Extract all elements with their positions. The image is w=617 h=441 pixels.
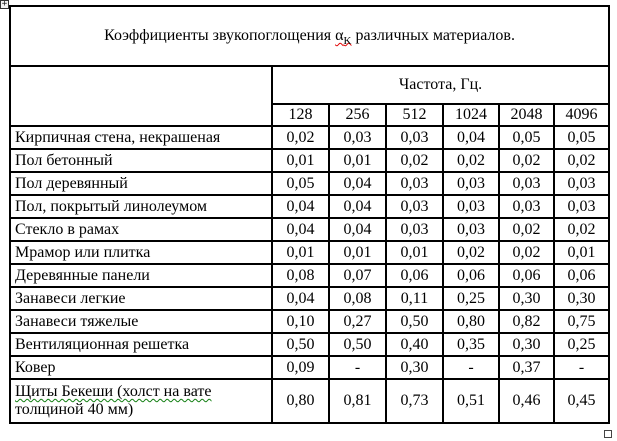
alpha-subscript: K xyxy=(343,35,352,48)
coefficient-cell: 0,30 xyxy=(499,287,554,310)
table-row xyxy=(10,195,609,218)
material-label: Деревянные панели xyxy=(10,264,272,287)
coefficient-cell: 0,04 xyxy=(272,218,329,241)
material-label: Стекло в рамах xyxy=(10,218,272,241)
coefficient-cell: 0,03 xyxy=(386,172,443,195)
coefficient-cell: 0,06 xyxy=(443,264,499,287)
table-row xyxy=(10,264,609,287)
coefficient-cell: 0,02 xyxy=(499,241,554,264)
coefficient-cell: 0,04 xyxy=(329,172,386,195)
coefficient-cell: 0,03 xyxy=(386,195,443,218)
coefficient-cell: 0,81 xyxy=(329,379,386,423)
coefficient-cell: 0,02 xyxy=(499,149,554,172)
coefficient-cell: 0,02 xyxy=(386,149,443,172)
table-row xyxy=(10,172,609,195)
coefficient-cell: 0,46 xyxy=(499,379,554,423)
coefficient-cell: 0,03 xyxy=(499,172,554,195)
material-label: Занавеси тяжелые xyxy=(10,310,272,333)
move-icon: + xyxy=(1,0,8,9)
coefficient-cell: 0,07 xyxy=(329,264,386,287)
coefficient-cell: 0,03 xyxy=(443,195,499,218)
coefficient-cell: 0,80 xyxy=(443,310,499,333)
coefficient-cell: 0,02 xyxy=(443,241,499,264)
material-label xyxy=(10,379,272,423)
coefficient-cell: 0,75 xyxy=(554,310,609,333)
coefficient-cell: 0,37 xyxy=(499,356,554,379)
coefficient-cell: 0,25 xyxy=(443,287,499,310)
frequency-col-header: 256 xyxy=(329,104,386,126)
coefficient-cell: 0,51 xyxy=(443,379,499,423)
material-label: Ковер xyxy=(10,356,272,379)
coefficient-cell: 0,02 xyxy=(554,149,609,172)
table-row xyxy=(10,287,609,310)
material-label: Мрамор или плитка xyxy=(10,241,272,264)
coefficient-cell: 0,05 xyxy=(272,172,329,195)
coefficient-cell: 0,04 xyxy=(329,218,386,241)
frequency-col-header: 512 xyxy=(386,104,443,126)
coefficient-cell: 0,02 xyxy=(499,218,554,241)
coefficient-cell: 0,50 xyxy=(329,333,386,356)
frequency-header-label: Частота, Гц. xyxy=(272,66,609,104)
material-label: Кирпичная стена, некрашеная xyxy=(10,126,272,149)
alpha-glyph: α xyxy=(335,27,344,44)
coefficient-cell: 0,05 xyxy=(499,126,554,149)
coefficient-cell: - xyxy=(443,356,499,379)
frequency-col-header: 2048 xyxy=(499,104,554,126)
coefficient-cell: 0,01 xyxy=(272,241,329,264)
coefficient-cell: 0,02 xyxy=(554,218,609,241)
material-label: Пол деревянный xyxy=(10,172,272,195)
material-column-header xyxy=(10,66,272,126)
coefficient-cell: 0,73 xyxy=(386,379,443,423)
coefficient-cell: 0,80 xyxy=(272,379,329,423)
table-row xyxy=(10,333,609,356)
table-row xyxy=(10,126,609,149)
table-row xyxy=(10,241,609,264)
coefficient-cell: 0,01 xyxy=(329,149,386,172)
coefficient-cell: - xyxy=(554,356,609,379)
coefficient-cell: 0,03 xyxy=(329,126,386,149)
coefficient-cell: 0,08 xyxy=(329,287,386,310)
absorption-coefficients-table xyxy=(9,5,610,424)
coefficient-cell: 0,05 xyxy=(554,126,609,149)
table-row xyxy=(10,149,609,172)
frequency-header-row xyxy=(10,66,609,104)
material-label-line: Щиты Бекеши (холст на вате xyxy=(15,383,212,400)
coefficient-cell: 0,03 xyxy=(443,218,499,241)
table-row xyxy=(10,310,609,333)
coefficient-cell: 0,03 xyxy=(554,172,609,195)
coefficient-cell: 0,09 xyxy=(272,356,329,379)
coefficient-cell: 0,06 xyxy=(499,264,554,287)
coefficient-cell: 0,06 xyxy=(554,264,609,287)
coefficient-cell: 0,01 xyxy=(329,241,386,264)
coefficient-cell: 0,02 xyxy=(443,149,499,172)
coefficient-cell: 0,27 xyxy=(329,310,386,333)
frequency-col-header: 1024 xyxy=(443,104,499,126)
coefficient-cell: 0,30 xyxy=(386,356,443,379)
coefficient-cell: 0,04 xyxy=(443,126,499,149)
coefficient-cell: 0,30 xyxy=(554,287,609,310)
coefficient-cell: 0,01 xyxy=(554,241,609,264)
coefficient-cell: 0,25 xyxy=(554,333,609,356)
table-resize-handle[interactable] xyxy=(604,430,612,438)
table-move-handle[interactable] xyxy=(0,0,9,9)
coefficient-cell: 0,01 xyxy=(386,241,443,264)
coefficient-cell: 0,01 xyxy=(272,149,329,172)
material-label-line: толщиной 40 мм) xyxy=(15,401,134,418)
frequency-col-header: 4096 xyxy=(554,104,609,126)
coefficient-cell: 0,45 xyxy=(554,379,609,423)
coefficient-cell: 0,82 xyxy=(499,310,554,333)
table-title xyxy=(10,6,609,66)
title-suffix: различных материалов. xyxy=(351,27,515,44)
coefficient-cell: 0,02 xyxy=(272,126,329,149)
coefficient-cell: 0,11 xyxy=(386,287,443,310)
coefficient-cell: 0,03 xyxy=(386,126,443,149)
coefficient-cell: 0,40 xyxy=(386,333,443,356)
table-row xyxy=(10,356,609,379)
title-prefix: Коэффициенты звукопоглощения xyxy=(104,27,336,44)
coefficient-cell: 0,30 xyxy=(499,333,554,356)
coefficient-cell: 0,04 xyxy=(272,195,329,218)
material-label: Занавеси легкие xyxy=(10,287,272,310)
coefficient-cell: - xyxy=(329,356,386,379)
coefficient-cell: 0,50 xyxy=(272,333,329,356)
material-label: Вентиляционная решетка xyxy=(10,333,272,356)
coefficient-cell: 0,08 xyxy=(272,264,329,287)
coefficient-cell: 0,03 xyxy=(554,195,609,218)
material-label: Пол, покрытый линолеумом xyxy=(10,195,272,218)
frequency-col-header: 128 xyxy=(272,104,329,126)
coefficient-cell: 0,03 xyxy=(443,172,499,195)
material-label: Пол бетонный xyxy=(10,149,272,172)
coefficient-cell: 0,04 xyxy=(272,287,329,310)
coefficient-cell: 0,06 xyxy=(386,264,443,287)
coefficient-cell: 0,35 xyxy=(443,333,499,356)
title-row xyxy=(10,6,609,66)
coefficient-cell: 0,03 xyxy=(386,218,443,241)
coefficient-cell: 0,10 xyxy=(272,310,329,333)
table-row xyxy=(10,218,609,241)
coefficient-cell: 0,04 xyxy=(329,195,386,218)
coefficient-cell: 0,03 xyxy=(499,195,554,218)
coefficient-cell: 0,50 xyxy=(386,310,443,333)
table-row xyxy=(10,379,609,423)
alpha-symbol xyxy=(335,27,352,48)
